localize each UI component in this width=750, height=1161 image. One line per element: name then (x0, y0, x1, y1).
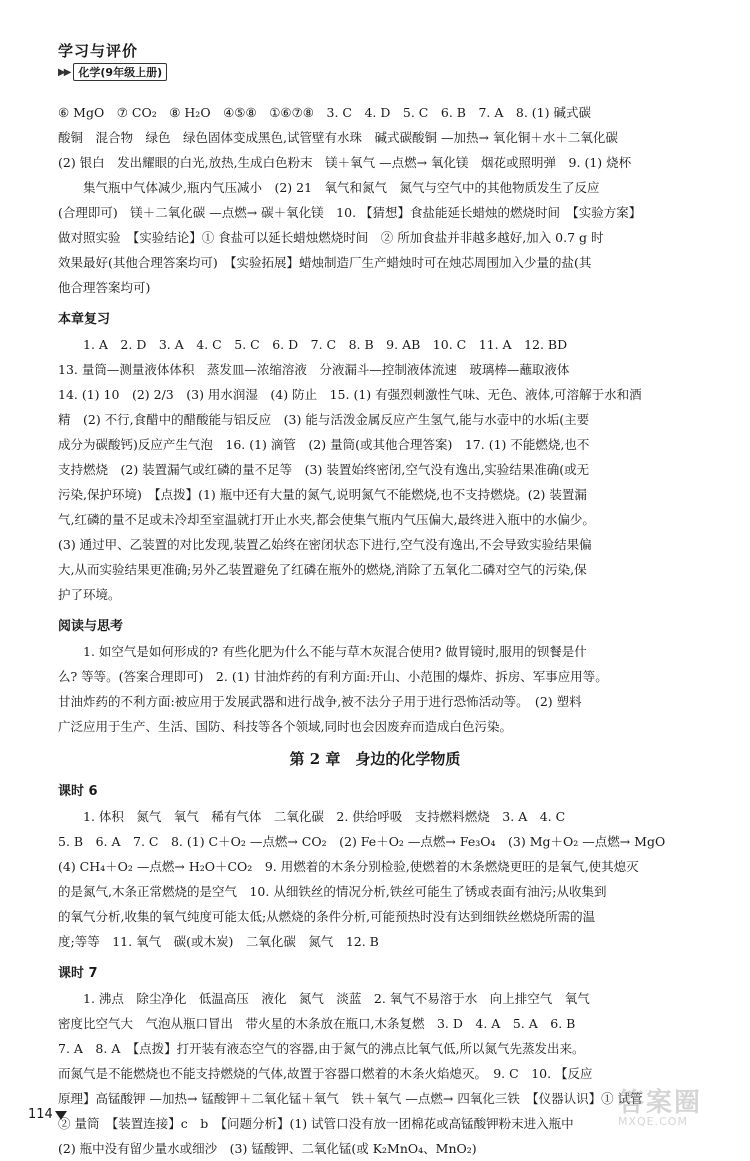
section-heading: 本章复习 (58, 312, 111, 327)
text-line: 气,红磷的量不足或未冷却至室温就打开止水夹,都会使集气瓶内气压偏大,最终进入瓶中的水偏少。 (58, 512, 595, 527)
double-arrow-icon: ▶▶ (58, 66, 70, 78)
text-line: 么? 等等。(答案合理即可) 2. (1) 甘油炸药的有利方面:开山、小范围的爆炸、拆房、军事应用等。 (58, 669, 608, 684)
triangle-down-icon (55, 1111, 67, 1120)
watermark-logo (618, 1082, 738, 1127)
page-footer (28, 1107, 67, 1122)
section-heading: 课时 6 (58, 784, 98, 799)
text-line: ② 量筒 【装置连接】c b 【问题分析】(1) 试管口没有放一团棉花或高锰酸钾粉末进入瓶中 (58, 1116, 574, 1131)
section-heading: 阅读与思考 (58, 619, 124, 634)
text-line: 广泛应用于生产、生活、国防、科技等各个领域,同时也会因废弃而造成白色污染。 (58, 719, 512, 734)
text-line: 原理】高锰酸钾 —加热→ 锰酸钾＋二氧化锰＋氧气 铁＋氧气 —点燃→ 四氧化三铁 【仪器认识】① 试管 (58, 1091, 643, 1106)
answer-content (58, 100, 692, 1161)
text-line: 甘油炸药的不利方面:被应用于发展武器和进行战争,被不法分子用于进行恐怖活动等。 (2) 塑料 (58, 694, 582, 709)
text-line: 14. (1) 10 (2) 2/3 (3) 用水润湿 (4) 防止 15. (1) 有强烈刺激性气味、无色、液体,可溶解于水和酒 (58, 387, 642, 402)
text-line: 大,从而实验结果更准确;另外乙装置避免了红磷在瓶外的燃烧,消除了五氧化二磷对空气的污染,保 (58, 562, 587, 577)
watermark-main-text: 答案圈 (618, 1088, 703, 1118)
text-line: 效果最好(其他合理答案均可) 【实验拓展】蜡烛制造厂生产蜡烛时可在烛芯周围加入少量的盐(其 (58, 255, 592, 270)
text-line: ⑥ MgO ⑦ CO₂ ⑧ H₂O ④⑤⑧ ①⑥⑦⑧ 3. C 4. D 5. C 6. B 7. A 8. (1) 碱式碳 (58, 105, 591, 120)
text-line: (合理即可) 镁＋二氧化碳 —点燃→ 碳＋氧化镁 10. 【猜想】食盐能延长蜡烛的燃烧时间 【实验方案】 (58, 205, 642, 220)
text-line: 做对照实验 【实验结论】① 食盐可以延长蜡烛燃烧时间 ② 所加食盐并非越多越好,加入 0.7 g 时 (58, 230, 604, 245)
chapter-title: 第 2 章 身边的化学物质 (289, 750, 461, 768)
text-line: 度;等等 11. 氧气 碳(或木炭) 二氧化碳 氮气 12. B (58, 934, 379, 949)
text-line: 7. A 8. A 【点拨】打开装有液态空气的容器,由于氮气的沸点比氧气低,所以氮气先蒸发出来。 (58, 1041, 585, 1056)
series-row (58, 63, 698, 81)
section-heading: 课时 7 (58, 966, 98, 981)
text-line: 污染,保护环境) 【点拨】(1) 瓶中还有大量的氮气,说明氮气不能燃烧,也不支持燃烧。(2) 装置漏 (58, 487, 587, 502)
text-line: 13. 量筒—测量液体体积 蒸发皿—浓缩溶液 分液漏斗—控制液体流速 玻璃棒—蘸取液体 (58, 362, 570, 377)
text-line: (3) 通过甲、乙装置的对比发现,装置乙始终在密闭状态下进行,空气没有逸出,不会导致实验结果偏 (58, 537, 592, 552)
text-line: 支持燃烧 (2) 装置漏气或红磷的量不足等 (3) 装置始终密闭,空气没有逸出,实验结果准确(或无 (58, 462, 590, 477)
page-number: 114 (28, 1107, 53, 1122)
text-line: 成分为碳酸钙)反应产生气泡 16. (1) 滴管 (2) 量筒(或其他合理答案) 17. (1) 不能燃烧,也不 (58, 437, 590, 452)
text-line: 1. 体积 氮气 氧气 稀有气体 二氧化碳 2. 供给呼吸 支持燃料燃烧 3. A 4. C (83, 809, 566, 824)
text-line: 的氧气分析,收集的氧气纯度可能太低;从燃烧的条件分析,可能预热时没有达到细铁丝燃烧所需的温 (58, 909, 596, 924)
text-line: 的是氮气,木条正常燃烧的是空气 10. 从细铁丝的情况分析,铁丝可能生了锈或表面有油污;从收集到 (58, 884, 607, 899)
text-line: 密度比空气大 气泡从瓶口冒出 带火星的木条放在瓶口,木条复燃 3. D 4. A 5. A 6. B (58, 1016, 576, 1031)
text-line: 精 (2) 不行,食醋中的醋酸能与铝反应 (3) 能与活泼金属反应产生氢气,能与水壶中的水垢(主要 (58, 412, 590, 427)
text-line: 他合理答案均可) (58, 280, 151, 295)
book-title: 学习与评价 (58, 42, 139, 60)
text-line: 1. 沸点 除尘净化 低温高压 液化 氮气 淡蓝 2. 氧气不易溶于水 向上排空气 氧气 (83, 991, 590, 1006)
text-line: 集气瓶中气体减少,瓶内气压减小 (2) 21 氧气和氮气 氮气与空气中的其他物质发生了反应 (83, 180, 600, 195)
text-line: (4) CH₄＋O₂ —点燃→ H₂O＋CO₂ 9. 用燃着的木条分别检验,使燃着的木条燃烧更旺的是氧气,使其熄灭 (58, 859, 639, 874)
text-line: 1. 如空气是如何形成的? 有些化肥为什么不能与草木灰混合使用? 做胃镜时,服用的钡餐是什 (83, 644, 587, 659)
watermark-sub-text: MXQE.COM (618, 1115, 688, 1128)
text-line: 1. A 2. D 3. A 4. C 5. C 6. D 7. C 8. B 9. AB 10. C 11. A 12. BD (83, 337, 568, 352)
text-line: (2) 银白 发出耀眼的白光,放热,生成白色粉末 镁＋氧气 —点燃→ 氧化镁 烟花或照明弹 9. (1) 烧杯 (58, 155, 632, 170)
text-line: 酸铜 混合物 绿色 绿色固体变成黑色,试管壁有水珠 碱式碳酸铜 —加热→ 氧化铜＋水＋二氧化碳 (58, 130, 618, 145)
series-label: 化学(9年级上册) (73, 63, 167, 81)
text-line: 护了环境。 (58, 587, 121, 602)
text-line: (2) 瓶中没有留少量水或细沙 (3) 锰酸钾、二氧化锰(或 K₂MnO₄、MnO₂) (58, 1141, 477, 1156)
text-line: 而氮气是不能燃烧也不能支持燃烧的气体,故置于容器口燃着的木条火焰熄灭。 9. C 10. 【反应 (58, 1066, 593, 1081)
page-header (58, 40, 698, 81)
text-line: 5. B 6. A 7. C 8. (1) C＋O₂ —点燃→ CO₂ (2) Fe＋O₂ —点燃→ Fe₃O₄ (3) Mg＋O₂ —点燃→ MgO (58, 834, 666, 849)
